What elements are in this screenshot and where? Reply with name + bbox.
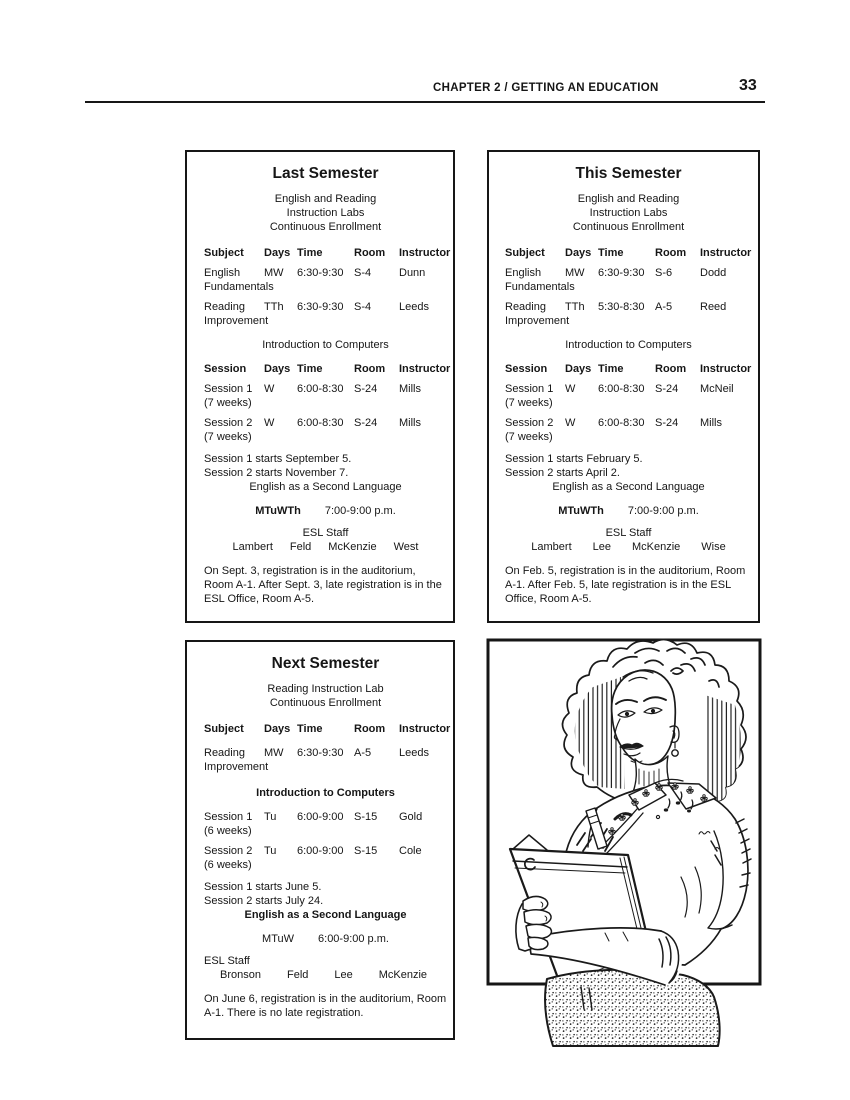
session-note: Session 1 starts June 5.	[204, 881, 322, 893]
table-row: Session 1 (7 weeks) W 6:00-8:30 S-24 McNeil	[505, 383, 734, 409]
session-note: Session 2 starts November 7.	[204, 467, 349, 479]
esl-staff-label: ESL Staff	[605, 527, 652, 539]
esl-section-title: English as a Second Language	[244, 909, 407, 921]
computers-section-title: Introduction to Computers	[256, 787, 395, 799]
session-note: Session 1 starts February 5.	[505, 453, 643, 465]
skirt	[545, 970, 720, 1046]
subtitle-line: Instruction Labs	[286, 207, 365, 219]
esl-hours: 7:00-9:00 p.m.	[324, 505, 396, 517]
panel-subtitle	[204, 682, 447, 710]
lab-table-header: Subject Days Time Room Instructor	[505, 247, 752, 259]
subtitle-line: Continuous Enrollment	[269, 221, 382, 233]
student-illustration-svg	[485, 637, 765, 1049]
subtitle-line: Instruction Labs	[589, 207, 668, 219]
esl-staff-names: Lambert Feld McKenzie West	[232, 541, 419, 553]
esl-schedule	[204, 932, 447, 946]
esl-schedule	[505, 504, 752, 518]
next-semester-panel	[185, 640, 455, 1040]
panel-title: Next Semester	[271, 655, 380, 672]
esl-days: MTuW	[262, 933, 295, 945]
esl-staff-label: ESL Staff	[204, 955, 250, 967]
last-semester-panel	[185, 150, 455, 623]
subtitle-line: English and Reading	[577, 193, 680, 205]
registration-note: On Sept. 3, registration is in the auditorium, Room A-1. After Sept. 3, late registration is in the ESL Office, Room A-5.	[204, 565, 442, 605]
esl-days: MTuWTh	[558, 505, 604, 517]
computers-section-title: Introduction to Computers	[262, 339, 389, 351]
esl-hours: 6:00-9:00 p.m.	[318, 933, 389, 945]
esl-schedule	[204, 504, 447, 518]
header-rule	[85, 101, 765, 103]
hand	[516, 896, 552, 951]
session-note: Session 2 starts July 24.	[204, 895, 324, 907]
this-semester-panel	[487, 150, 760, 623]
esl-staff-names: Lambert Lee McKenzie Wise	[531, 541, 726, 553]
computers-section-title: Introduction to Computers	[565, 339, 692, 351]
session-note: Session 2 starts April 2.	[505, 467, 620, 479]
session-note: Session 1 starts September 5.	[204, 453, 352, 465]
esl-hours: 7:00-9:00 p.m.	[627, 505, 699, 517]
table-row: Session 1 (7 weeks) W 6:00-8:30 S-24 Mills	[204, 383, 421, 409]
panel-title: Last Semester	[272, 165, 379, 182]
table-row: Session 1 (6 weeks) Tu 6:00-9:00 S-15 Gold	[204, 811, 423, 837]
lab-table-header: Subject Days Time Room Instructor	[204, 247, 451, 259]
table-row: English Fundamentals MW 6:30-9:30 S-6 Dodd	[505, 267, 727, 293]
table-row: Session 2 (6 weeks) Tu 6:00-9:00 S-15 Cole	[204, 845, 422, 871]
panel-title: This Semester	[575, 165, 682, 182]
panel-subtitle	[204, 192, 447, 234]
computers-table-header: Session Days Time Room Instructor	[505, 363, 752, 375]
subtitle-line: Continuous Enrollment	[572, 221, 685, 233]
subtitle-line: Continuous Enrollment	[269, 697, 382, 709]
table-row: Reading Improvement TTh 5:30-8:30 A-5 Reed	[505, 301, 727, 327]
subtitle-line: Reading Instruction Lab	[267, 683, 384, 695]
lab-table-header: Subject Days Time Room Instructor	[204, 723, 451, 735]
computers-table-header: Session Days Time Room Instructor	[204, 363, 451, 375]
subtitle-line: English and Reading	[274, 193, 377, 205]
student-illustration	[485, 637, 765, 1051]
table-row: Reading Improvement MW 6:30-9:30 A-5 Leeds	[204, 747, 429, 773]
table-row: English Fundamentals MW 6:30-9:30 S-4 Dunn	[204, 267, 426, 293]
table-row: Reading Improvement TTh 6:30-9:30 S-4 Leeds	[204, 301, 429, 327]
chapter-heading: CHAPTER 2 / GETTING AN EDUCATION	[433, 82, 659, 94]
esl-days: MTuWTh	[255, 505, 301, 517]
registration-note: On Feb. 5, registration is in the auditorium, Room A-1. After Feb. 5, late registration is in the ESL Office, Room A-5.	[505, 565, 746, 605]
table-row: Session 2 (7 weeks) W 6:00-8:30 S-24 Mills	[204, 417, 421, 443]
esl-section-title: English as a Second Language	[249, 481, 402, 493]
page-number: 33	[739, 77, 757, 94]
esl-staff-names: Bronson Feld Lee McKenzie	[220, 969, 428, 981]
esl-staff-label: ESL Staff	[302, 527, 349, 539]
table-row: Session 2 (7 weeks) W 6:00-8:30 S-24 Mills	[505, 417, 722, 443]
panel-subtitle	[505, 192, 752, 234]
esl-section-title: English as a Second Language	[552, 481, 705, 493]
registration-note: On June 6, registration is in the auditorium, Room A-1. There is no late registration.	[204, 993, 447, 1019]
